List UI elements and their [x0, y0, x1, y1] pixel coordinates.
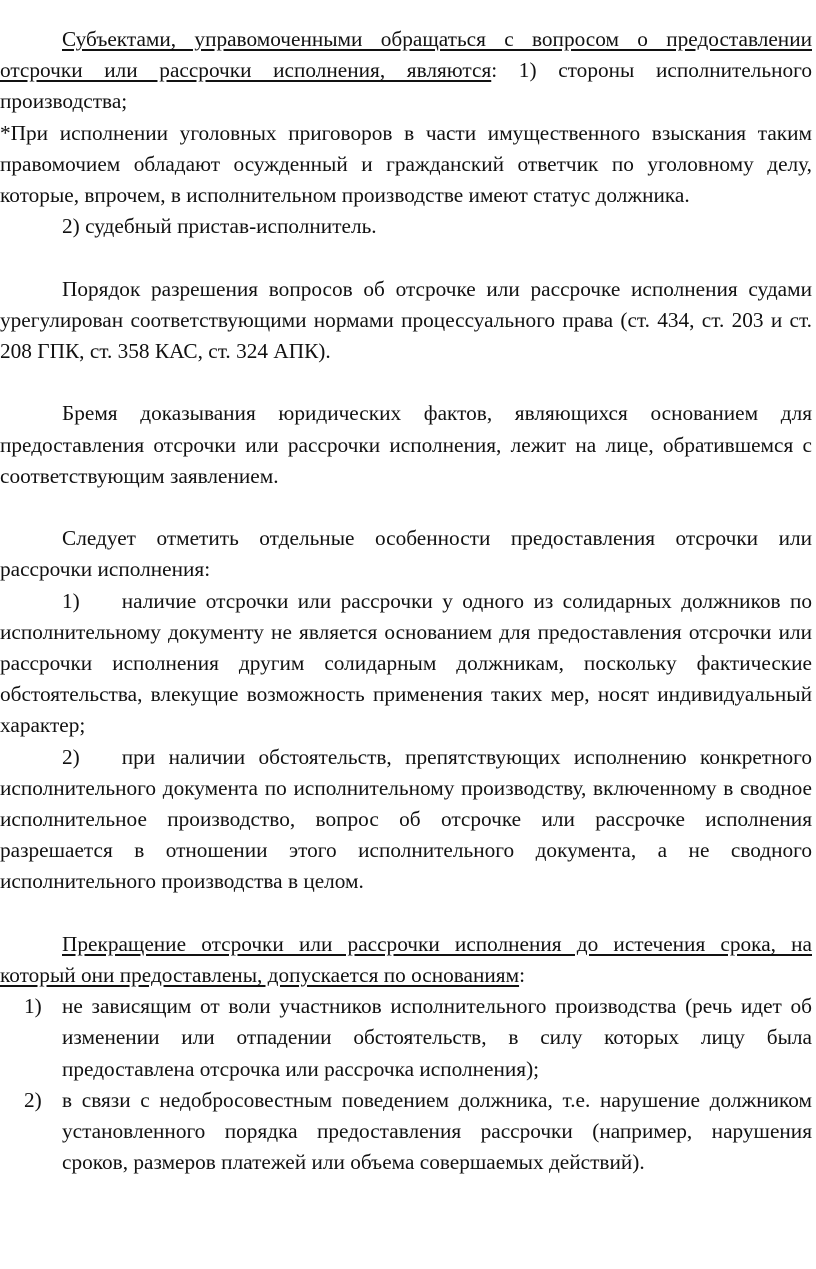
- list-item-text: в связи с недобросовестным поведением должника, т.е. нарушение должником установленного порядка предоставления рассрочки (например, нарушения сроков, размеров платежей или объема совершаемых действий).: [62, 1087, 812, 1175]
- termination-grounds-list: [0, 991, 812, 1178]
- subjects-item-2: 2) судебный пристав-исполнитель.: [62, 214, 377, 239]
- spacer: [0, 898, 812, 929]
- list-item: [0, 991, 812, 1085]
- spacer: [0, 242, 812, 273]
- feature-item-2: [0, 742, 812, 898]
- termination-paragraph: [0, 929, 812, 991]
- features-intro-paragraph: Следует отметить отдельные особенности предоставления отсрочки или рассрочки исполнения:: [0, 526, 812, 582]
- document-page: [0, 24, 812, 1178]
- feature-item-number: 2): [62, 744, 80, 769]
- list-item-number: 1): [24, 994, 42, 1019]
- subjects-heading: Субъектами, управомоченными обращаться с вопросом о предоставлении отсрочки или рассрочки исполнения, являются: [0, 27, 812, 83]
- criminal-note-paragraph: *При исполнении уголовных приговоров в части имущественного взыскания таким правомочием обладают осужденный и гражданский ответчик по уголовному делу, которые, впрочем, в исполнительном производстве имеют статус должника.: [0, 120, 812, 208]
- subjects-item-1: : 1) стороны исполнительного производства;: [0, 58, 813, 114]
- termination-heading: Прекращение отсрочки или рассрочки исполнения до истечения срока, на который они предоставлены, допускается по основаниям: [0, 931, 812, 988]
- feature-item-text: наличие отсрочки или рассрочки у одного из солидарных должников по исполнительному документу не является основанием для предоставления отсрочки или рассрочки исполнения другим солидарным должникам, поскольку фактические обстоятельства, влекущие возможность применения таких мер, носят индивидуальный характер;: [0, 588, 812, 738]
- list-item-text: не зависящим от воли участников исполнительного производства (речь идет об изменении или отпадении обстоятельств, в силу которых лицу была предоставлена отсрочка или рассрочка исполнения);: [62, 994, 812, 1081]
- feature-item-text: при наличии обстоятельств, препятствующих исполнению конкретного исполнительного документа по исполнительному производству, включенному в сводное исполнительное производство, вопрос об отсрочке или рассрочке исполнения разрешается в отношении этого исполнительного документа, а не сводного исполнительного производства в целом.: [0, 744, 812, 894]
- list-item-number: 2): [24, 1087, 42, 1112]
- spacer: [0, 492, 812, 523]
- procedure-paragraph: Порядок разрешения вопросов об отсрочке или рассрочке исполнения судами урегулирован соответствующими нормами процессуального права (ст. 434, ст. 203 и ст. 208 ГПК, ст. 358 КАС, ст. 324 АПК).: [0, 276, 812, 364]
- termination-colon: :: [519, 963, 525, 988]
- list-item: [0, 1085, 812, 1179]
- spacer: [0, 367, 812, 398]
- burden-of-proof-paragraph: Бремя доказывания юридических фактов, являющихся основанием для предоставления отсрочки или рассрочки исполнения, лежит на лице, обратившемся с соответствующим заявлением.: [0, 401, 812, 488]
- feature-item-1: [0, 586, 812, 742]
- subjects-paragraph: [0, 24, 812, 118]
- feature-item-number: 1): [62, 588, 80, 613]
